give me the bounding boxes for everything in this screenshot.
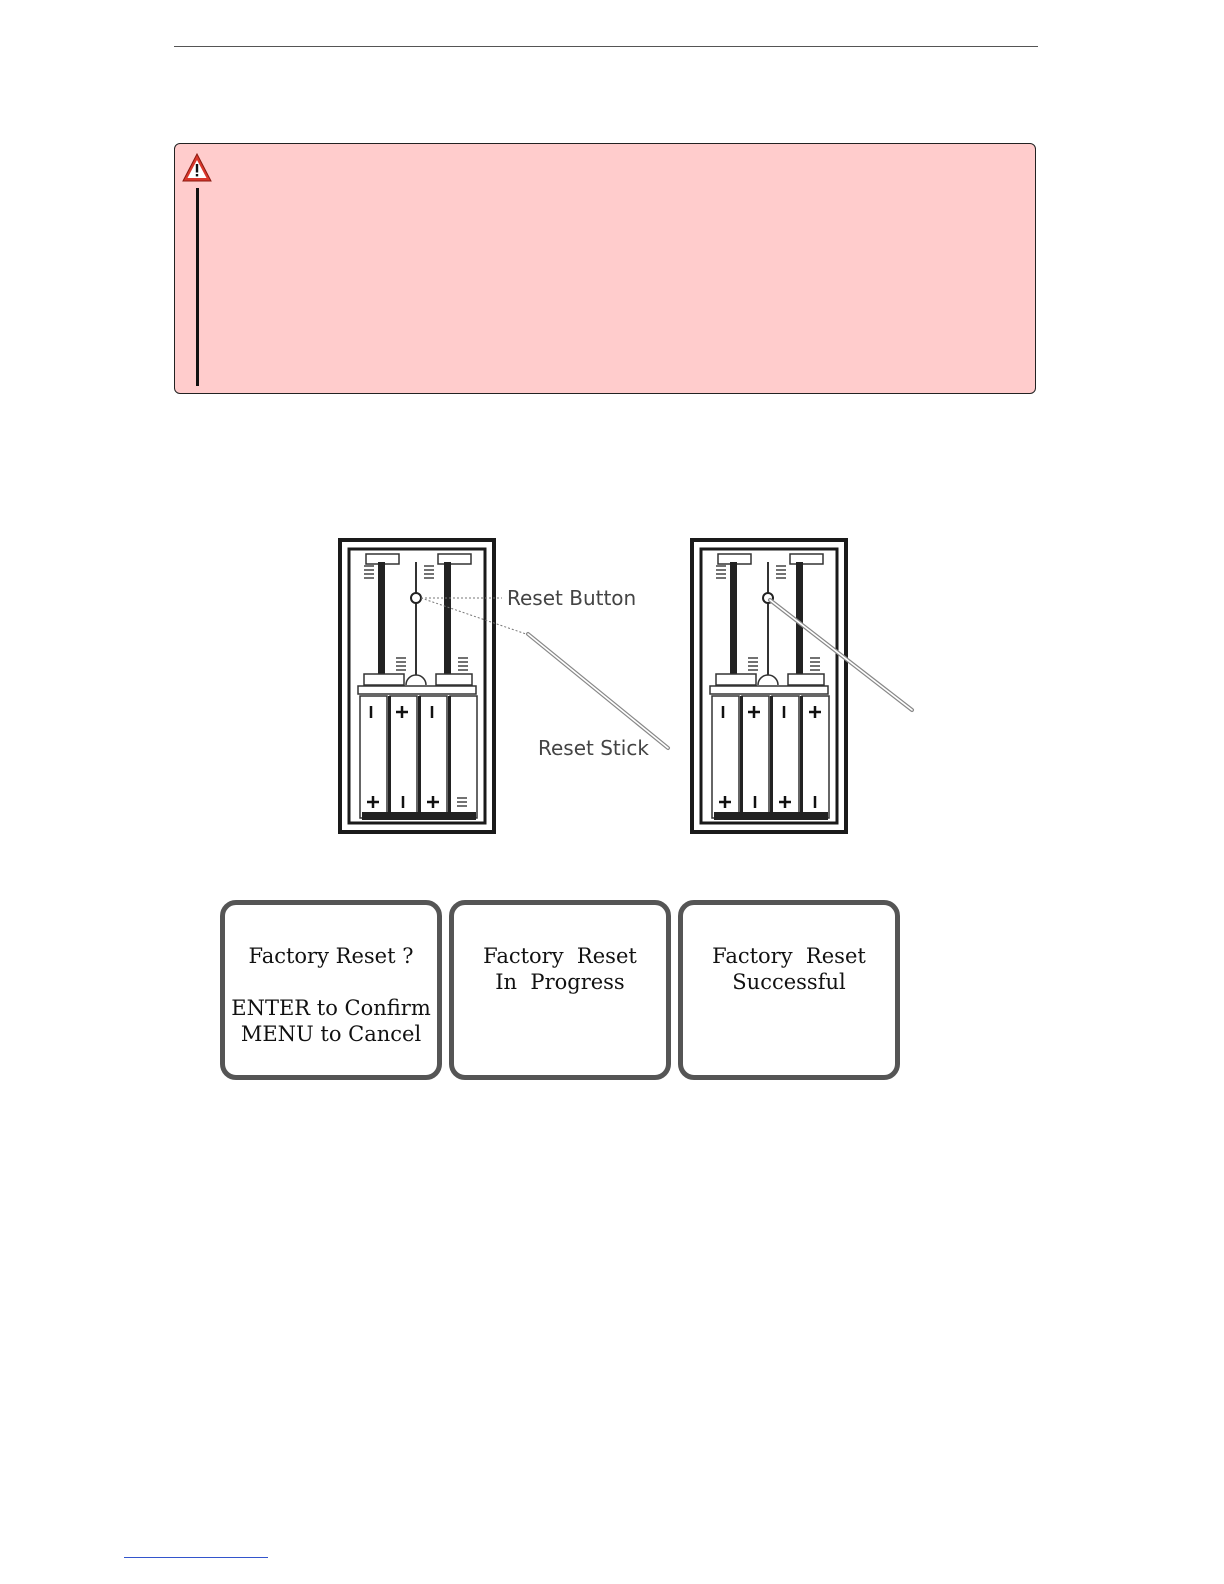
battery-compartment-figure: [330, 530, 930, 840]
footer-link-underline[interactable]: [124, 1557, 268, 1558]
lcd-line: Successful: [732, 970, 846, 994]
reset-button-label: Reset Button: [507, 586, 637, 610]
lcd-screen-in-progress: [449, 900, 671, 1080]
lcd-line: In Progress: [495, 970, 625, 994]
lcd-line: Factory Reset ?: [248, 944, 414, 968]
reset-stick-label: Reset Stick: [538, 736, 649, 760]
warning-triangle-icon: [181, 152, 213, 184]
lcd-line: Factory Reset: [712, 944, 866, 968]
battery-compartment-right: [692, 540, 846, 832]
lcd-line: Factory Reset: [483, 944, 637, 968]
header-rule: [174, 46, 1038, 47]
lcd-screens: [220, 900, 904, 1082]
lcd-screen-successful: [678, 900, 900, 1080]
warning-box: [174, 143, 1036, 394]
lcd-line: ENTER to Confirm: [231, 996, 431, 1020]
lcd-line: MENU to Cancel: [240, 1022, 422, 1046]
lcd-screen-confirm: [220, 900, 442, 1080]
warning-bar: [196, 188, 199, 386]
lcd-line: [225, 969, 437, 995]
battery-compartment-left: [340, 540, 494, 832]
